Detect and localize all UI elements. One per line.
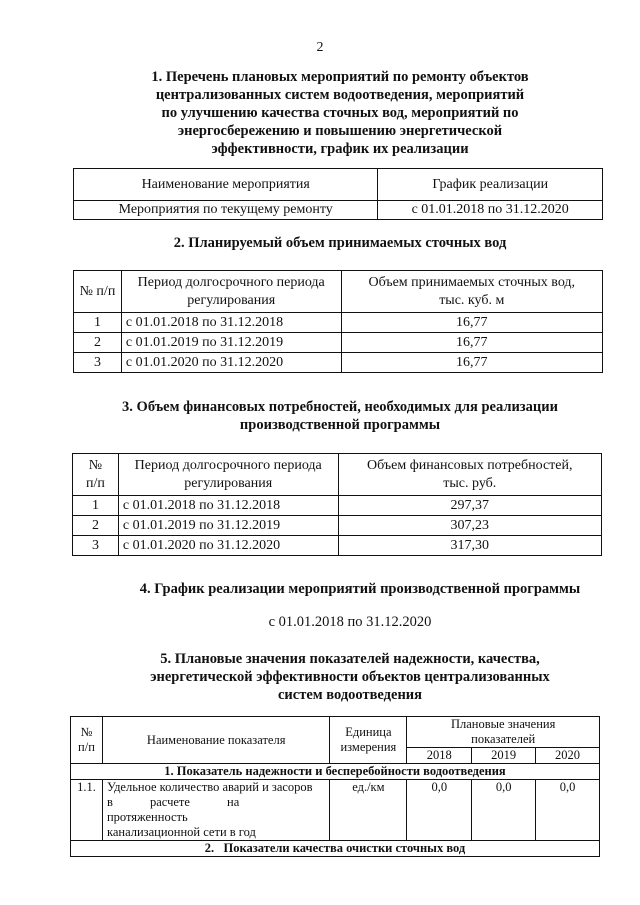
indicator-name-line: канализационной сети в год [106, 825, 256, 839]
header-unit-line: измерения [340, 740, 397, 754]
title-line: 5. Плановые значения показателей надежности, качества, [160, 651, 540, 667]
header-year: 2019 [472, 748, 536, 764]
row-period: с 01.01.2018 по 31.12.2018 [118, 496, 338, 516]
header-planned-line: показателей [471, 732, 536, 746]
header-num: № п/п [74, 271, 122, 313]
title-line: централизованных систем водоотведения, мероприятий [155, 87, 525, 103]
indicator-name-line [107, 795, 325, 825]
header-num-line: п/п [86, 475, 105, 491]
header-num-line: № [80, 725, 93, 739]
title-line: 3. Объем финансовых потребностей, необходимых для реализации [122, 399, 558, 415]
row-volume: 16,77 [341, 313, 602, 333]
header-schedule: График реализации [378, 169, 603, 201]
row-period: с 01.01.2020 по 31.12.2020 [118, 536, 338, 556]
wastewater-volume-table [73, 270, 603, 373]
title-line: энергосбережению и повышению энергетической [177, 123, 503, 139]
row-volume: 16,77 [341, 353, 602, 373]
header-finance-line: Объем финансовых потребностей, [367, 457, 573, 473]
row-period: с 01.01.2019 по 31.12.2019 [121, 333, 341, 353]
header-planned-values [407, 717, 600, 748]
header-indicator-name: Наименование показателя [102, 717, 329, 764]
header-num [73, 454, 119, 496]
row-num: 3 [73, 536, 119, 556]
row-value-2020: 0,0 [536, 780, 600, 841]
row-amount: 297,37 [338, 496, 601, 516]
section-heading-reliability: 1. Показатель надежности и бесперебойности водоотведения [71, 764, 600, 780]
section-3-title [80, 398, 600, 434]
section-4-title: 4. График реализации мероприятий производственной программы [139, 581, 581, 597]
header-year: 2020 [536, 748, 600, 764]
financial-needs-table [72, 453, 602, 556]
row-num: 1 [73, 496, 119, 516]
row-num: 2 [74, 333, 122, 353]
title-line: эффективности, график их реализации [211, 141, 469, 157]
title-line: по улучшению качества сточных вод, мероприятий по [161, 105, 519, 121]
section-1-title [100, 68, 580, 158]
header-finance [338, 454, 601, 496]
row-volume: 16,77 [341, 333, 602, 353]
header-finance-line: тыс. руб. [443, 475, 497, 491]
row-amount: 307,23 [338, 516, 601, 536]
indicator-name-line-text: в расчете на протяженность [106, 795, 240, 824]
section-2-title: 2. Планируемый объем принимаемых сточных вод [173, 235, 507, 251]
header-volume-line: Объем принимаемых сточных вод, [368, 274, 576, 290]
activity-schedule-cell: с 01.01.2018 по 31.12.2020 [378, 201, 603, 220]
table-row [73, 536, 602, 556]
table-row [74, 313, 603, 333]
header-volume-line: тыс. куб. м [439, 292, 505, 308]
row-period: с 01.01.2019 по 31.12.2019 [118, 516, 338, 536]
row-value-2018: 0,0 [407, 780, 472, 841]
row-indicator-name [102, 780, 329, 841]
indicator-name-line: Удельное количество аварий и засоров [106, 780, 313, 794]
section-heading-quality: 2. Показатели качества очистки сточных вод [71, 841, 600, 857]
header-num [71, 717, 103, 764]
title-line: систем водоотведения [277, 687, 423, 703]
table-row [73, 516, 602, 536]
header-period [121, 271, 341, 313]
header-num-line: № [88, 457, 103, 473]
header-period-line: Период долгосрочного периода [137, 274, 325, 290]
row-num: 3 [74, 353, 122, 373]
row-period: с 01.01.2020 по 31.12.2020 [121, 353, 341, 373]
title-line: 1. Перечень плановых мероприятий по ремонту объектов [151, 69, 529, 85]
title-line: энергетической эффективности объектов централизованных [150, 669, 550, 685]
header-period [118, 454, 338, 496]
row-value-2019: 0,0 [472, 780, 536, 841]
table-row [74, 353, 603, 373]
row-num: 1.1. [71, 780, 103, 841]
header-unit-line: Единица [345, 725, 392, 739]
row-num: 1 [74, 313, 122, 333]
table-row [73, 496, 602, 516]
section-5-title [80, 650, 620, 704]
header-period-line: регулирования [187, 292, 276, 308]
row-num: 2 [73, 516, 119, 536]
section-4-period: с 01.01.2018 по 31.12.2020 [268, 614, 432, 630]
indicators-table [70, 716, 600, 857]
header-year: 2018 [407, 748, 472, 764]
table-row [71, 780, 600, 841]
header-period-line: регулирования [184, 475, 273, 491]
header-activity-name: Наименование мероприятия [74, 169, 378, 201]
header-num-line: п/п [78, 740, 95, 754]
activities-table [73, 168, 603, 220]
header-unit [330, 717, 407, 764]
header-volume [341, 271, 602, 313]
header-planned-line: Плановые значения [450, 717, 556, 731]
title-line: производственной программы [239, 417, 441, 433]
activity-name-cell: Мероприятия по текущему ремонту [74, 201, 378, 220]
row-amount: 317,30 [338, 536, 601, 556]
page-number: 2 [316, 40, 324, 55]
header-period-line: Период долгосрочного периода [134, 457, 322, 473]
row-period: с 01.01.2018 по 31.12.2018 [121, 313, 341, 333]
table-row [74, 333, 603, 353]
row-unit: ед./км [330, 780, 407, 841]
